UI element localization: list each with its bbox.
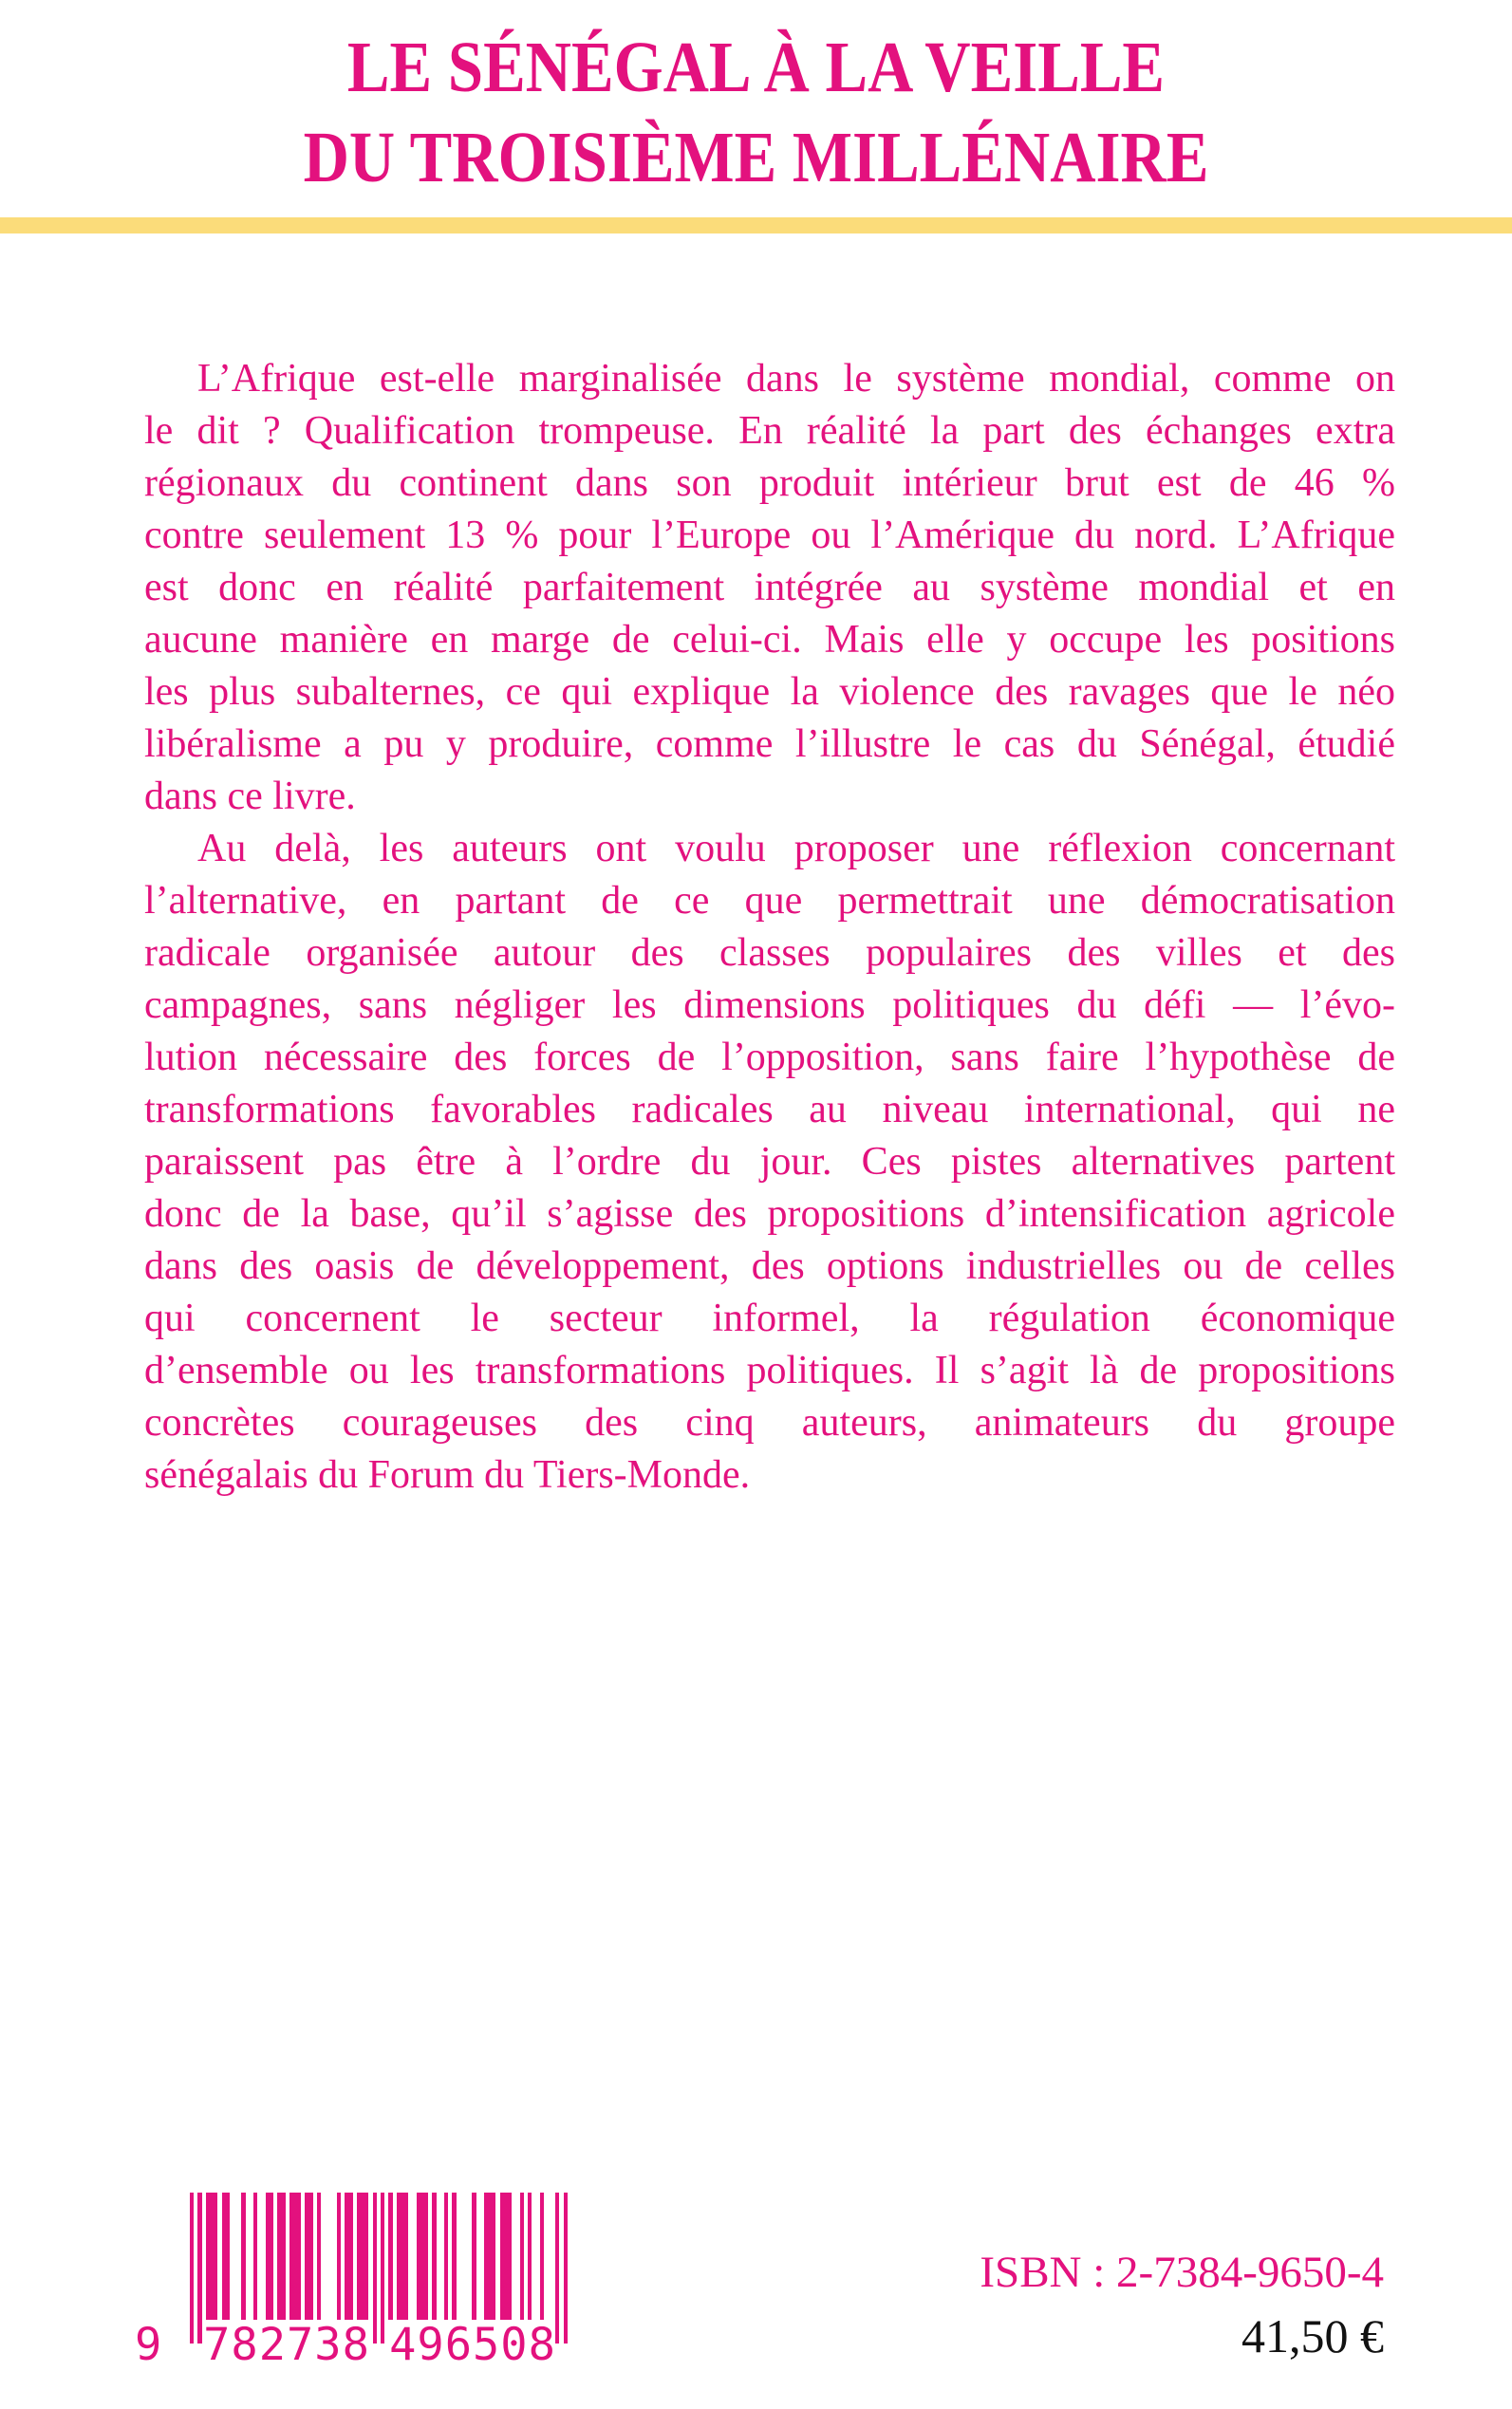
blurb-line: dans ce livre. (144, 775, 356, 818)
barcode-lead-digit: 9 (135, 2319, 162, 2371)
blurb-line: donc de la base, qu’il s’agisse des propositions d’intensification agricole (144, 1192, 1395, 1236)
blurb-line: Au delà, les auteurs ont voulu proposer une réflexion concernant (197, 827, 1395, 870)
blurb-line: contre seulement 13 % pour l’Europe ou l’Amérique du nord. L’Afrique (144, 514, 1395, 557)
blurb-line: sénégalais du Forum du Tiers-Monde. (144, 1453, 751, 1497)
blurb-line: paraissent pas être à l’ordre du jour. Ces pistes alternatives partent (144, 1140, 1395, 1184)
blurb-line: d’ensemble ou les transformations politiques. Il s’agit là de propositions (144, 1349, 1395, 1392)
blurb-line: les plus subalternes, ce qui explique la violence des ravages que le néo (144, 670, 1395, 714)
blurb-line: campagnes, sans négliger les dimensions politiques du défi — l’évo- (144, 983, 1395, 1027)
barcode-left-digits: 782738 (203, 2319, 370, 2371)
barcode-bar (564, 2193, 568, 2344)
back-cover-blurb (144, 353, 1395, 1502)
blurb-line: lution nécessaire des forces de l’opposition, sans faire l’hypothèse de (144, 1036, 1395, 1079)
blurb-line: libéralisme a pu y produire, comme l’illustre le cas du Sénégal, étudié (144, 722, 1395, 766)
page-title (0, 23, 1512, 203)
blurb-line: dans des oasis de développement, des options industrielles ou de celles (144, 1244, 1395, 1288)
title-line-2: DU TROISIÈME MILLÉNAIRE (303, 118, 1209, 197)
blurb-line: l’alternative, en partant de ce que permettrait une démocratisation (144, 879, 1395, 923)
blurb-line: transformations favorables radicales au niveau international, qui ne (144, 1088, 1395, 1131)
price-text: 41,50 € (1241, 2309, 1384, 2362)
blurb-line: L’Afrique est-elle marginalisée dans le système mondial, comme on (197, 357, 1395, 401)
ean13-barcode (135, 2193, 569, 2375)
blurb-line: qui concernent le secteur informel, la régulation économique (144, 1297, 1395, 1340)
barcode-right-digits: 496508 (389, 2319, 556, 2371)
blurb-line: radicale organisée autour des classes populaires des villes et des (144, 931, 1395, 975)
isbn-text: ISBN : 2-7384-9650-4 (980, 2248, 1384, 2297)
blurb-line: concrètes courageuses des cinq auteurs, animateurs du groupe (144, 1401, 1395, 1445)
yellow-divider (0, 217, 1512, 233)
blurb-line: est donc en réalité parfaitement intégrée au système mondial et en (144, 566, 1395, 609)
blurb-line: régionaux du continent dans son produit intérieur brut est de 46 % (144, 461, 1395, 505)
title-line-1: LE SÉNÉGAL À LA VEILLE (346, 28, 1166, 107)
blurb-line: le dit ? Qualification trompeuse. En réalité la part des échanges extra (144, 409, 1395, 453)
blurb-line: aucune manière en marge de celui-ci. Mais elle y occupe les positions (144, 618, 1395, 662)
